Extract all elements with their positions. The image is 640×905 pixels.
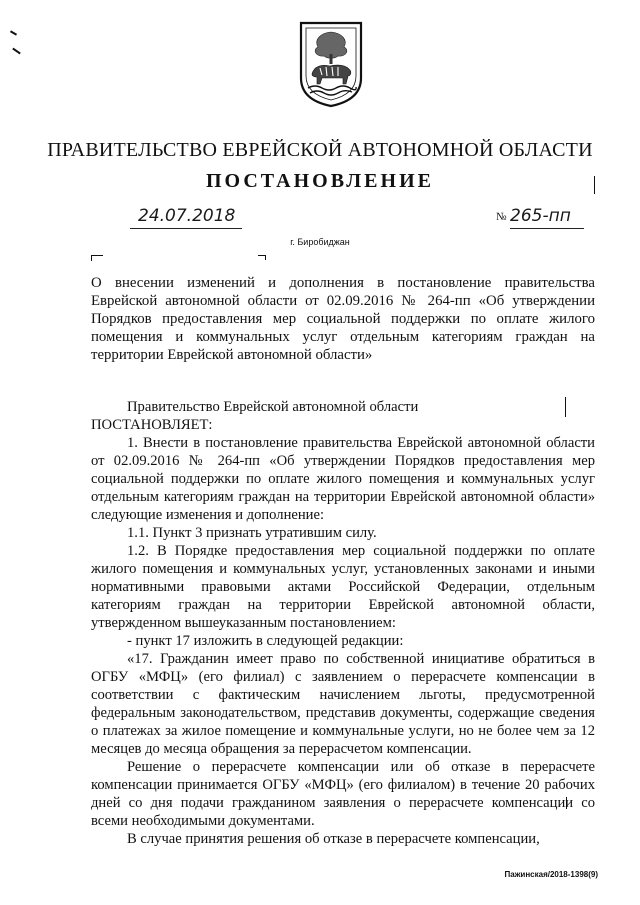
body-paragraph: Правительство Еврейской автономной области <box>127 399 419 415</box>
city-name: г. Биробиджан <box>290 237 350 247</box>
document-date: 24.07.2018 <box>138 206 236 226</box>
date-underline <box>130 228 242 229</box>
document-type: ПОСТАНОВЛЕНИЕ <box>206 170 434 192</box>
number-label: № <box>496 211 507 223</box>
government-title: ПРАВИТЕЛЬСТВО ЕВРЕЙСКОЙ АВТОНОМНОЙ ОБЛАСТИ <box>47 139 593 161</box>
document-reference: Пажинская/2018-1398(9) <box>504 870 598 879</box>
document-body <box>91 398 595 848</box>
body-paragraph: В случае принятия решения об отказе в перерасчете компенсации, <box>127 831 540 847</box>
body-paragraph: «17. Гражданин имеет право по собственной инициативе обратиться в ОГБУ «МФЦ» (его филиал) с заявлением о перерасчете компенсации в соответствии с фактическим начислением льготы, предусмотренной федеральным законодательством, представив документы, содержащие сведения о платежах за жилое помещение и коммунальные услуги, но не более чем за 12 месяцев до месяца обращения за перерасчетом компенсации. <box>91 651 595 757</box>
body-paragraph: Решение о перерасчете компенсации или об отказе в перерасчете компенсации принимается ОГБУ «МФЦ» (его филиалом) в течение 20 рабочих дней со дня подачи гражданином заявления о перерасчете компенсации со всеми необходимыми документами. <box>91 759 595 829</box>
number-underline <box>510 228 584 229</box>
corner-mark-left-v <box>91 255 92 261</box>
document-number: 265-пп <box>510 206 571 226</box>
corner-mark-center-v <box>265 255 266 260</box>
body-paragraph: - пункт 17 изложить в следующей редакции: <box>127 633 404 649</box>
body-paragraph: 1.1. Пункт 3 признать утратившим силу. <box>127 525 377 541</box>
body-paragraph: 1. Внести в постановление правительства Еврейской автономной области от 02.09.2016 № 264-пп «Об утверждении Порядков предоставления мер социальной поддержки по оплате жилого помещения и коммунальных услуг отдельным категориям граждан на территории Еврейской автономной области» следующие изменения и дополнение: <box>91 435 595 523</box>
corner-mark-left <box>91 255 103 256</box>
coat-of-arms-icon <box>298 20 364 108</box>
scan-mark <box>10 30 17 35</box>
document-subject: О внесении изменений и дополнения в постановление правительства Еврейской автономной области от 02.09.2016 № 264-пп «Об утверждении Порядков предоставления мер социальной поддержки по оплате жилого помещения и коммунальных услуг отдельным категориям граждан на территории Еврейской автономной области» <box>91 275 595 363</box>
scan-mark <box>12 48 21 55</box>
body-paragraph: ПОСТАНОВЛЯЕТ: <box>91 417 213 433</box>
body-paragraph: 1.2. В Порядке предоставления мер социальной поддержки по оплате жилого помещения и коммунальных услуг, установленных законами и иными нормативными правовыми актами Российской Федерации, отдельным категориям граждан на территории Еврейской автономной области, утвержденном вышеуказанным постановлением: <box>91 543 595 631</box>
margin-line <box>594 176 595 194</box>
